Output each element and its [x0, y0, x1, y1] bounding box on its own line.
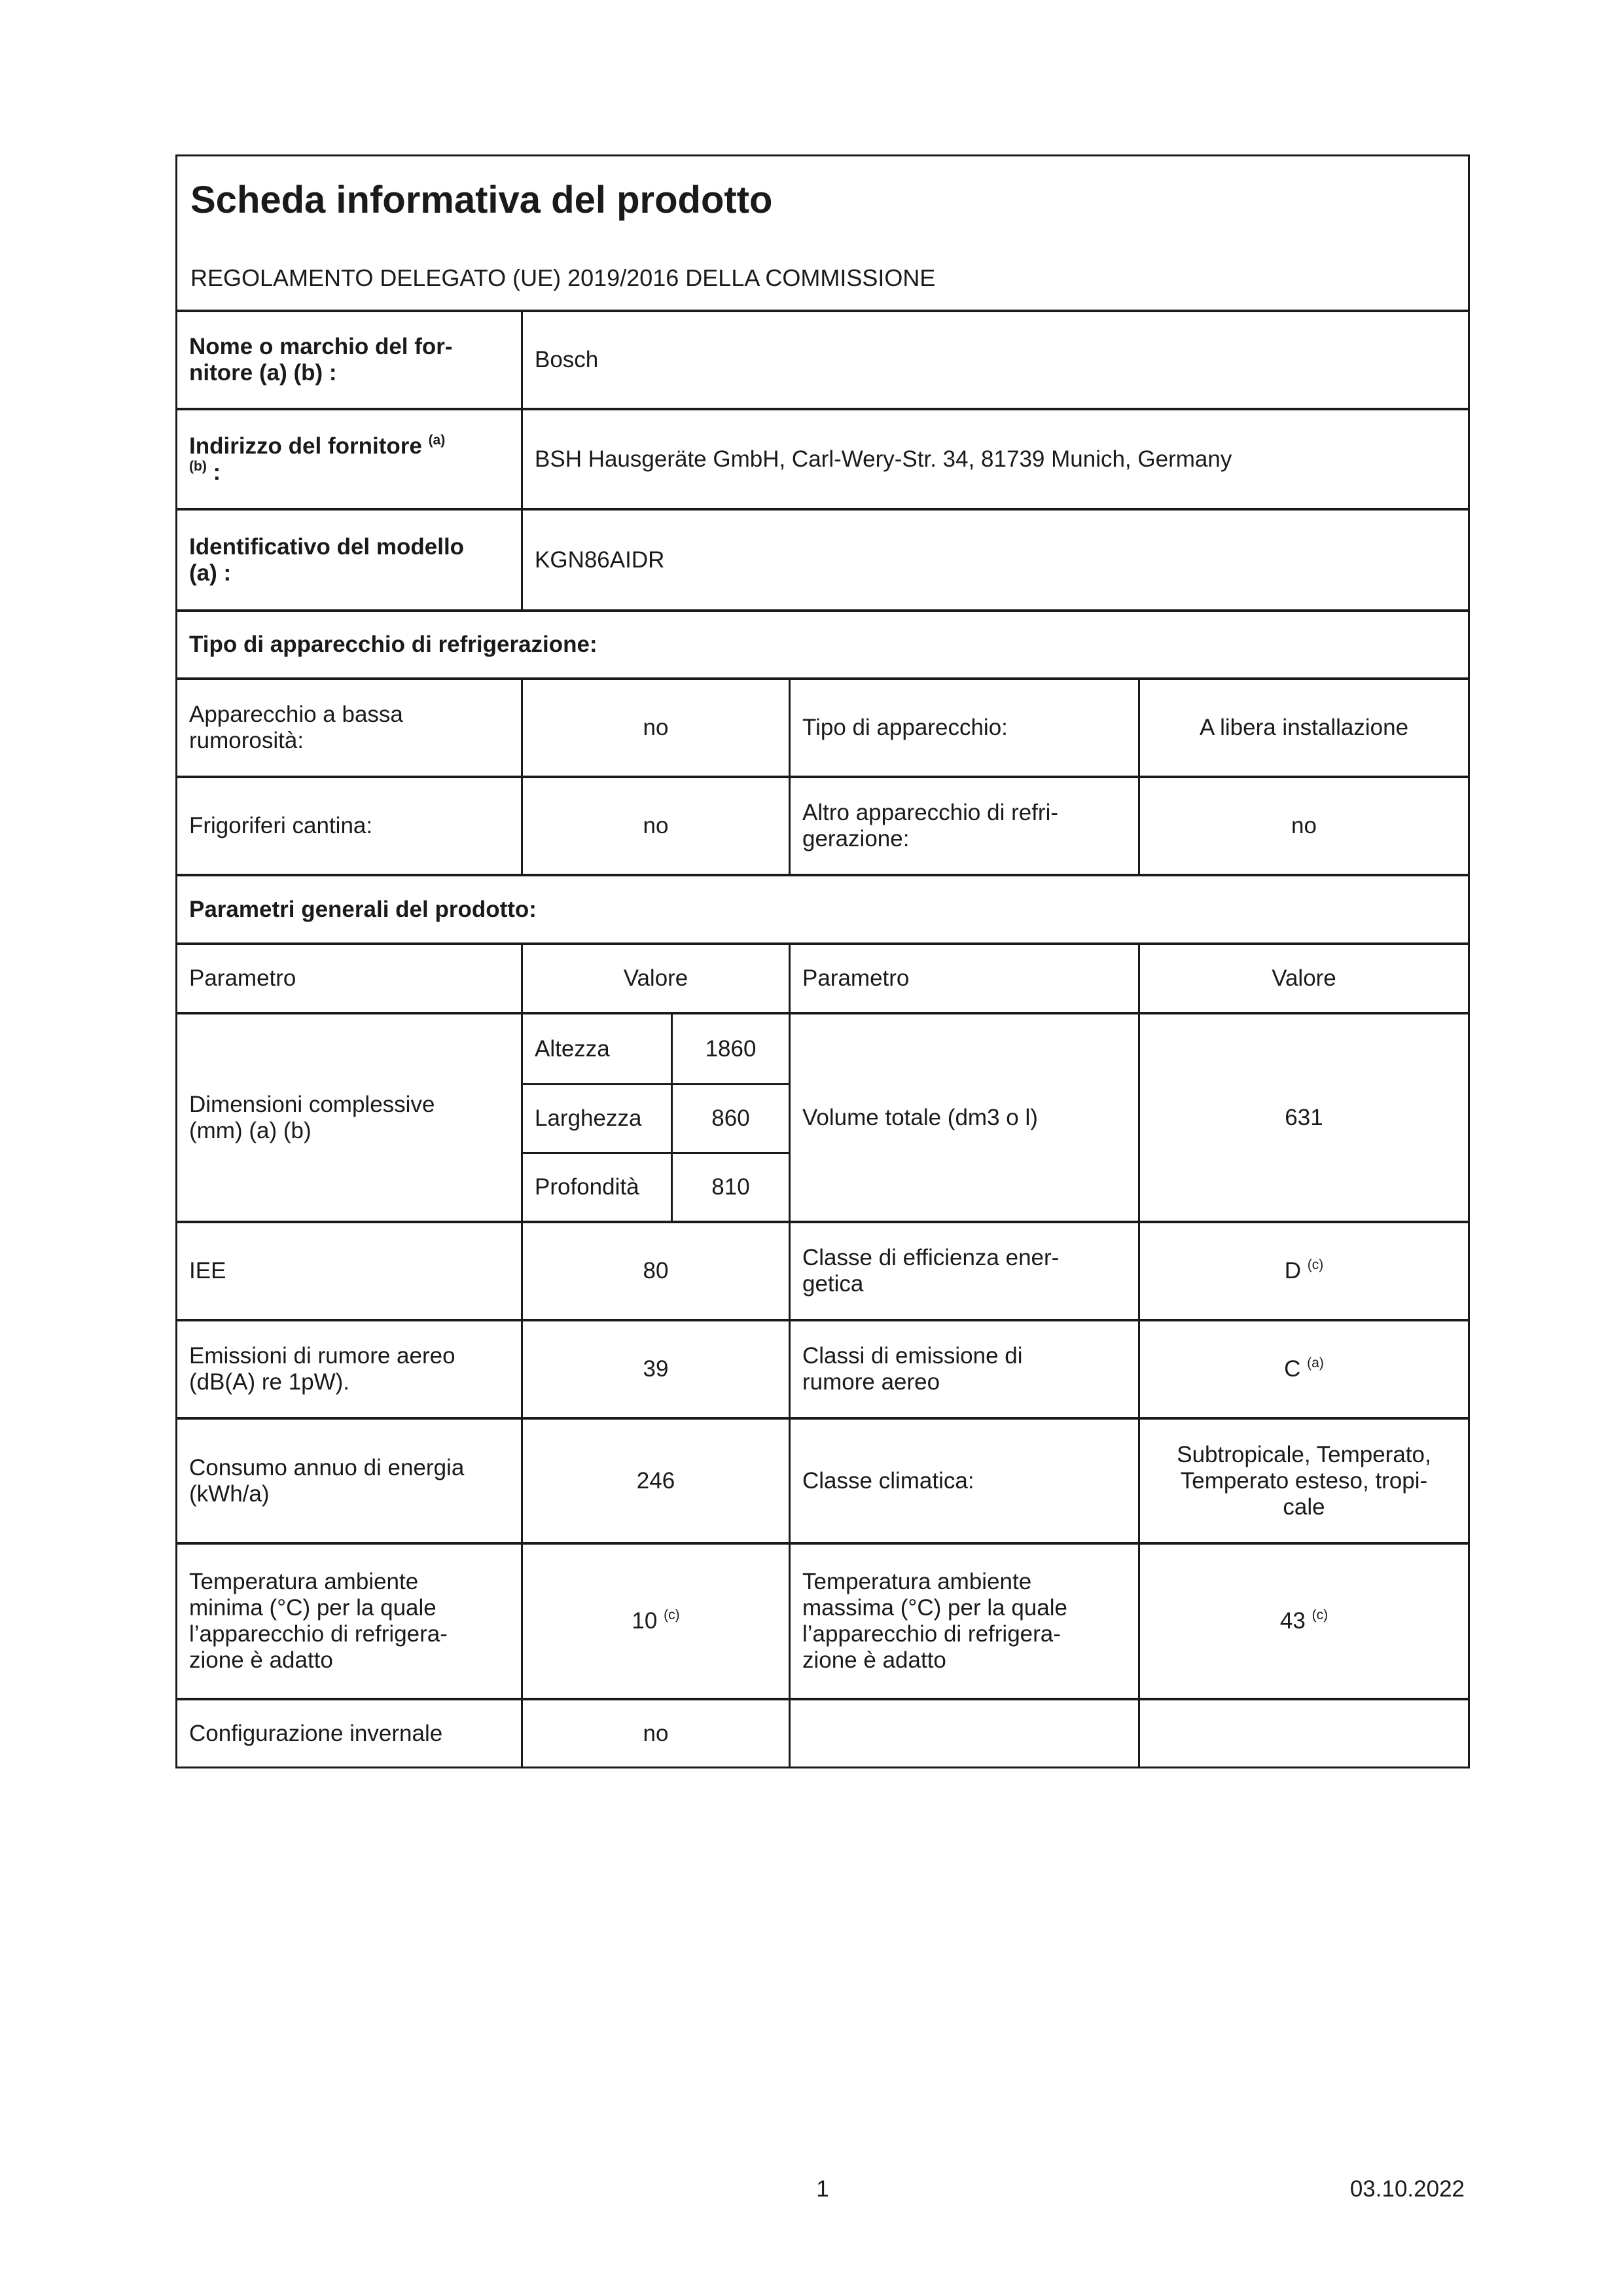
column-header-row [177, 942, 1468, 1012]
supplier-address-label: Indirizzo del fornitore $^{(a)}$ $^{(b)}$ : [189, 432, 446, 485]
winter-setting-row [177, 1698, 1468, 1767]
low-noise-value: no [521, 680, 789, 776]
low-noise-row [177, 677, 1468, 776]
title-block [177, 156, 1468, 310]
energy-class-label: Classe di efficienza ener- getica [789, 1223, 1138, 1319]
appliance-type-value: A libera installazione [1138, 680, 1468, 776]
other-appliance-label: Altro apparecchio di refri- gerazione: [789, 778, 1138, 874]
dimension-depth-row [523, 1152, 789, 1221]
model-identifier-label: Identificativo del modello (a) : [189, 533, 465, 586]
wine-storage-row [177, 776, 1468, 874]
dimensions-row [177, 1012, 1468, 1221]
type-section-heading-row [177, 609, 1468, 677]
annual-energy-value: 246 [521, 1420, 789, 1542]
winter-setting-value: no [521, 1700, 789, 1767]
dimension-height-row [523, 1014, 789, 1083]
min-temperature-value: 10 $^{(c)}$ [521, 1545, 789, 1698]
col-header-valore-1: Valore [521, 945, 789, 1012]
iee-value: 80 [521, 1223, 789, 1319]
empty-cell-label [789, 1700, 1138, 1767]
page-title: Scheda informativa del prodotto [190, 179, 773, 221]
product-info-table [175, 154, 1470, 1768]
ambient-temperature-row [177, 1542, 1468, 1698]
col-header-valore-2: Valore [1138, 945, 1468, 1012]
low-noise-label: Apparecchio a bassa rumorosità: [189, 702, 403, 753]
model-identifier-row [177, 508, 1468, 609]
dimension-depth-value: 810 [671, 1154, 789, 1221]
noise-class-label: Classi di emissione di rumore aereo [789, 1321, 1138, 1417]
winter-setting-label: Configurazione invernale [189, 1720, 443, 1746]
iee-label: IEE [189, 1258, 226, 1283]
noise-class-value: C $^{(a)}$ [1138, 1321, 1468, 1417]
dimension-height-label: Altezza [535, 1035, 610, 1062]
dimension-height-value: 1860 [671, 1014, 789, 1083]
col-header-parametro-1: Parametro [189, 965, 296, 991]
supplier-name-value: Bosch [521, 312, 1468, 408]
model-identifier-value: KGN86AIDR [521, 511, 1468, 609]
page-number: 1 [816, 2176, 829, 2202]
dimensions-subtable [521, 1014, 789, 1221]
footer-date: 03.10.2022 [1349, 2176, 1465, 2202]
dimension-depth-label: Profondità [535, 1174, 639, 1200]
climate-class-value: Subtropicale, Temperato, Temperato esteso, tropi- cale [1138, 1420, 1468, 1542]
min-temperature-label: Temperatura ambiente minima (°C) per la quale l’apparecchio di refrigera- zione è adatto [189, 1569, 448, 1673]
type-section-heading: Tipo di apparecchio di refrigerazione: [189, 632, 597, 657]
dimension-width-row [523, 1083, 789, 1152]
params-section-heading: Parametri generali del prodotto: [189, 896, 537, 922]
noise-emissions-value: 39 [521, 1321, 789, 1417]
max-temperature-label: Temperatura ambiente massima (°C) per la quale l’apparecchio di refrigera- zione è adatto [789, 1545, 1138, 1698]
regulation-subtitle: REGOLAMENTO DELEGATO (UE) 2019/2016 DELLA COMMISSIONE [190, 264, 936, 291]
energy-consumption-row [177, 1417, 1468, 1542]
noise-emissions-label: Emissioni di rumore aereo (dB(A) re 1pW). [189, 1343, 455, 1395]
page-footer [175, 2176, 1470, 2205]
wine-storage-label: Frigoriferi cantina: [189, 813, 373, 838]
dimensions-label: Dimensioni complessive (mm) (a) (b) [189, 1091, 435, 1143]
wine-storage-value: no [521, 778, 789, 874]
noise-row [177, 1319, 1468, 1417]
energy-class-value: D $^{(c)}$ [1138, 1223, 1468, 1319]
max-temperature-value: 43 $^{(c)}$ [1138, 1545, 1468, 1698]
params-section-heading-row [177, 874, 1468, 942]
total-volume-label: Volume totale (dm3 o l) [789, 1014, 1138, 1221]
col-header-parametro-2: Parametro [789, 945, 1138, 1012]
other-appliance-value: no [1138, 778, 1468, 874]
annual-energy-label: Consumo annuo di energia (kWh/a) [189, 1454, 465, 1507]
supplier-address-value: BSH Hausgeräte GmbH, Carl-Wery-Str. 34, 81739 Munich, Germany [521, 410, 1468, 508]
supplier-name-row [177, 310, 1468, 408]
dimension-width-label: Larghezza [535, 1105, 642, 1131]
empty-cell-value [1138, 1700, 1468, 1767]
appliance-type-label: Tipo di apparecchio: [789, 680, 1138, 776]
supplier-address-row [177, 408, 1468, 508]
total-volume-value: 631 [1138, 1014, 1468, 1221]
iee-row [177, 1221, 1468, 1319]
dimension-width-value: 860 [671, 1085, 789, 1152]
supplier-name-label: Nome o marchio del for- nitore (a) (b) : [189, 334, 453, 386]
climate-class-label: Classe climatica: [789, 1420, 1138, 1542]
